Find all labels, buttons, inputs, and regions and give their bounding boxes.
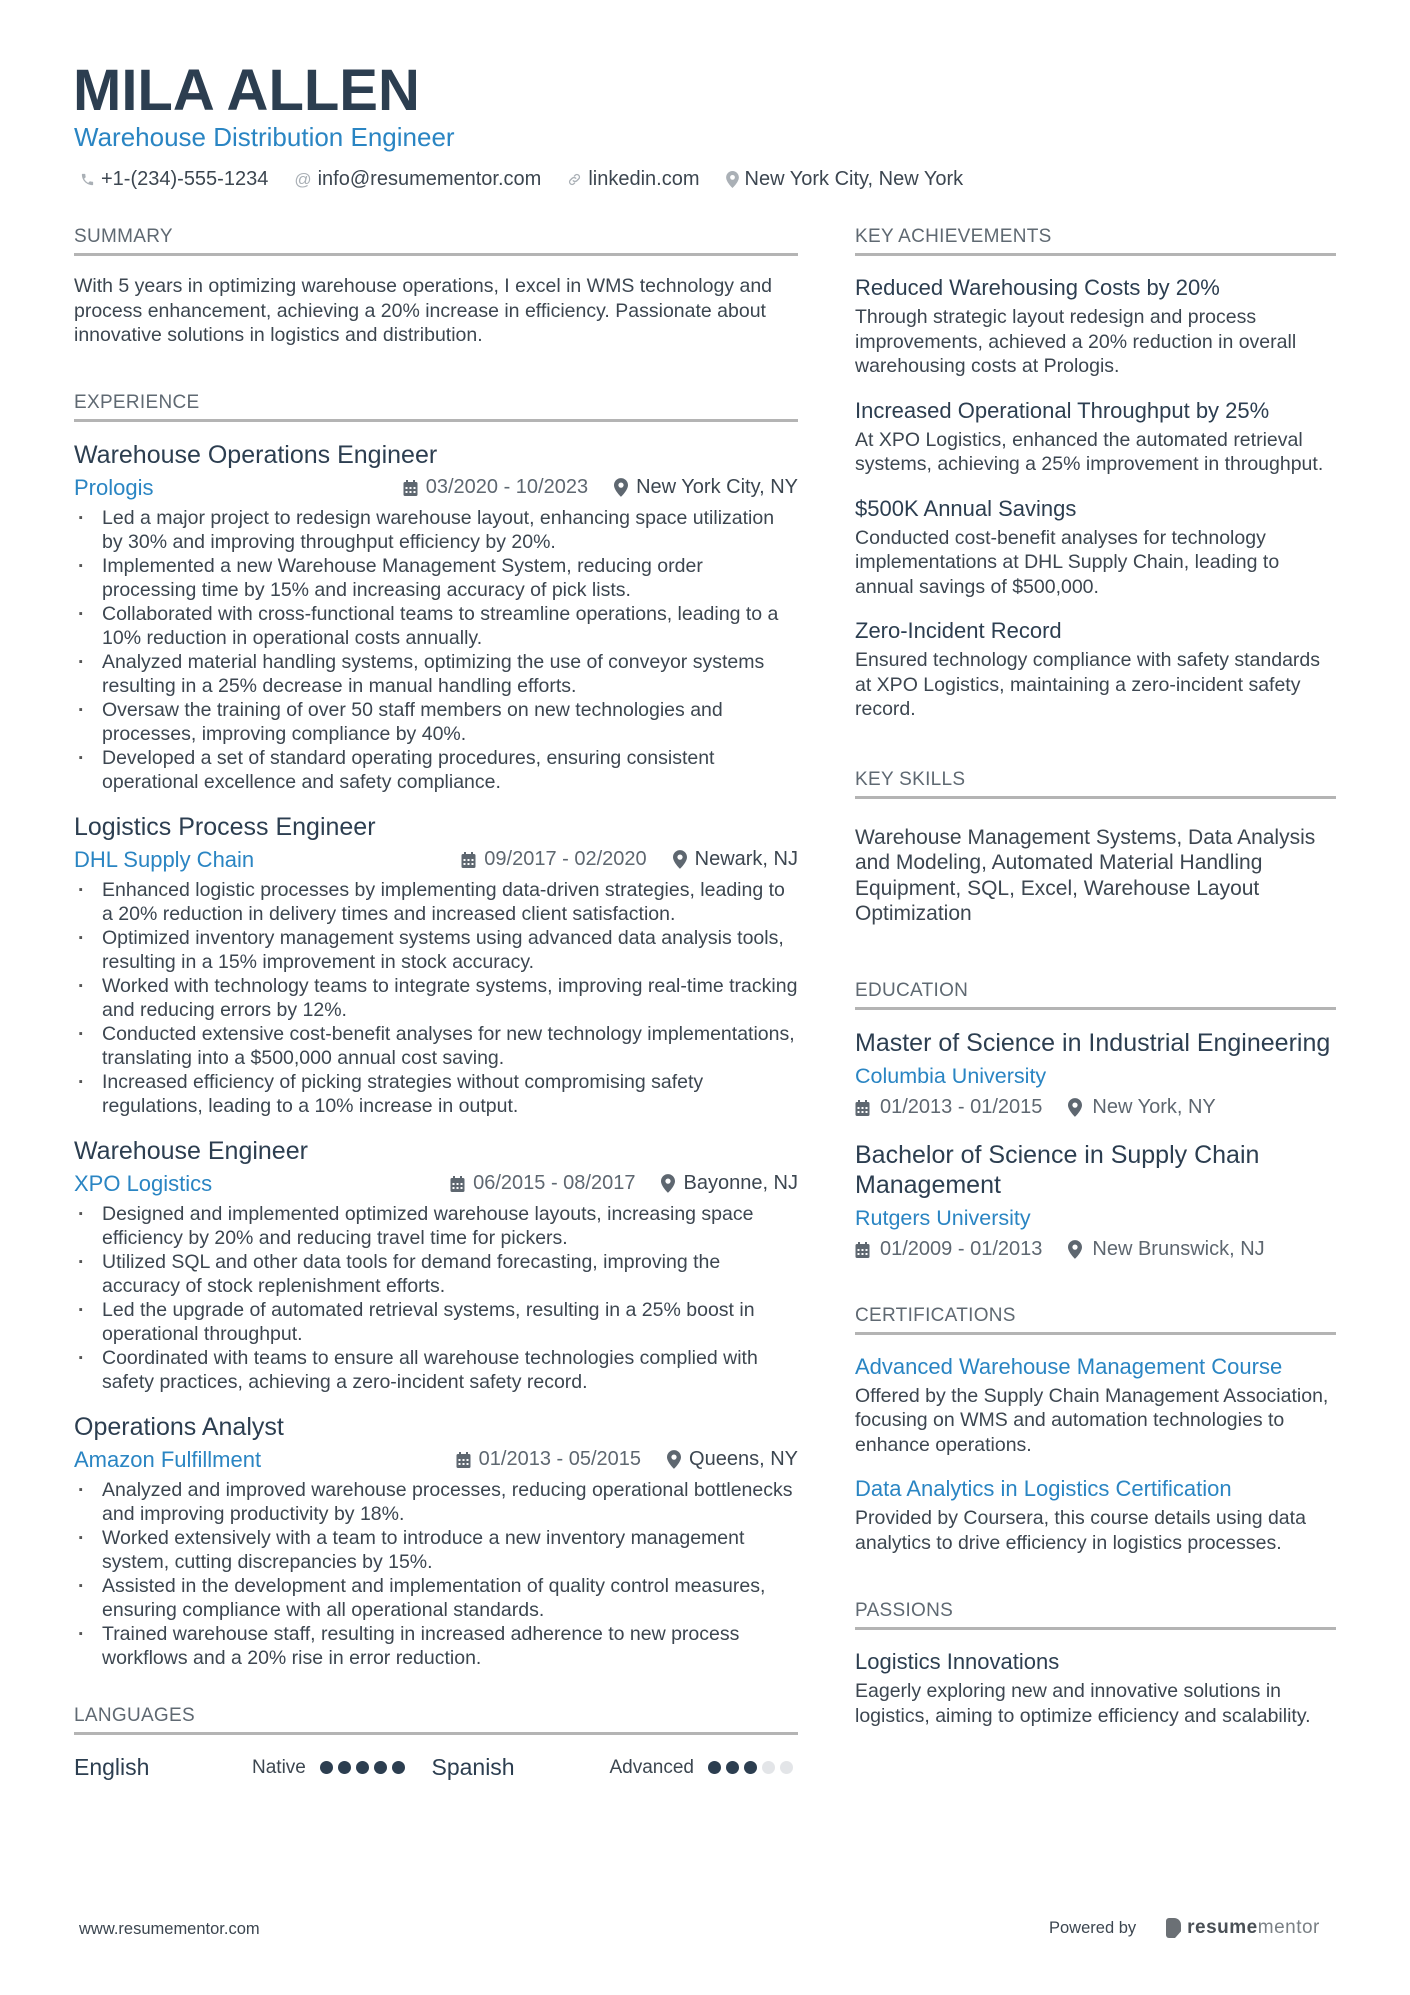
contact-location-text: New York City, New York bbox=[744, 168, 964, 190]
education-dates-text: 01/2009 - 01/2013 bbox=[880, 1238, 1043, 1260]
bullet-item: · Coordinated with teams to ensure all warehouse technologies complied with safety practices, achieving a zero-incident safety record. bbox=[74, 1346, 798, 1394]
calendar-icon bbox=[855, 1242, 870, 1258]
at-icon: @ bbox=[294, 169, 312, 189]
resumementor-logo-icon bbox=[1166, 1918, 1181, 1938]
skills-text: Warehouse Management Systems, Data Analysis and Modeling, Automated Material Handling Equipment, SQL, Excel, Warehouse Layout Optimization bbox=[855, 825, 1316, 925]
contact-phone-text: +1-(234)-555-1234 bbox=[101, 168, 269, 190]
language-name: Spanish bbox=[431, 1754, 515, 1780]
candidate-title: Warehouse Distribution Engineer bbox=[74, 122, 455, 152]
bullet-item: · Analyzed material handling systems, optimizing the use of conveyor systems resulting in a 25% decrease in manual handling efforts. bbox=[74, 650, 798, 698]
achievement-title: Increased Operational Throughput by 25% bbox=[855, 397, 1270, 423]
education-location bbox=[1068, 1238, 1264, 1261]
school-name: Rutgers University bbox=[855, 1205, 1031, 1230]
contact-linkedin[interactable] bbox=[567, 168, 699, 191]
job-bullets bbox=[74, 506, 798, 794]
contact-email[interactable] bbox=[294, 168, 541, 191]
job-title: Warehouse Engineer bbox=[74, 1136, 308, 1165]
job-bullets bbox=[74, 878, 798, 1118]
job-dates bbox=[461, 848, 646, 871]
left-column bbox=[74, 225, 798, 1783]
section-heading: EXPERIENCE bbox=[74, 391, 798, 422]
certification-item bbox=[855, 1353, 1336, 1458]
rating-dot-filled bbox=[338, 1761, 351, 1774]
passion-title: Logistics Innovations bbox=[855, 1649, 1060, 1674]
achievement-title: Reduced Warehousing Costs by 20% bbox=[855, 275, 1220, 300]
rating-dot-filled bbox=[392, 1761, 405, 1774]
achievement-item bbox=[855, 617, 1336, 722]
job-meta bbox=[74, 846, 798, 874]
job-meta-right bbox=[461, 848, 798, 871]
location-pin-icon bbox=[614, 478, 628, 497]
education-item bbox=[855, 1028, 1336, 1122]
job-bullets bbox=[74, 1478, 798, 1670]
job-location bbox=[673, 848, 798, 871]
education-dates bbox=[855, 1238, 1042, 1261]
contact-bar bbox=[80, 168, 989, 191]
achievement-item bbox=[855, 274, 1336, 379]
rating-dot-filled bbox=[356, 1761, 369, 1774]
rating-dot-filled bbox=[708, 1761, 721, 1774]
education-list bbox=[855, 1028, 1336, 1264]
job-entry bbox=[74, 440, 798, 794]
job-dates bbox=[403, 476, 588, 499]
languages-section bbox=[74, 1704, 798, 1783]
job-dates-text: 01/2013 - 05/2015 bbox=[478, 1448, 642, 1470]
language-item bbox=[74, 1754, 431, 1781]
calendar-icon bbox=[855, 1100, 870, 1116]
bullet-item: · Collaborated with cross-functional teams to streamline operations, leading to a 10% reduction in operational costs annually. bbox=[74, 602, 798, 650]
logo-text-light: mentor bbox=[1257, 1917, 1320, 1938]
calendar-icon bbox=[461, 852, 476, 868]
job-meta-right bbox=[450, 1172, 798, 1195]
job-meta bbox=[74, 474, 798, 502]
job-title: Logistics Process Engineer bbox=[74, 812, 376, 841]
job-entry bbox=[74, 812, 798, 1118]
language-rating bbox=[320, 1761, 410, 1774]
section-heading: KEY SKILLS bbox=[855, 768, 1336, 799]
job-entry bbox=[74, 1412, 798, 1670]
bullet-item: · Utilized SQL and other data tools for demand forecasting, improving the accuracy of stock replenishment efforts. bbox=[74, 1250, 798, 1298]
candidate-name: MILA ALLEN bbox=[73, 58, 420, 123]
job-meta-right bbox=[456, 1448, 798, 1471]
calendar-icon bbox=[456, 1452, 471, 1468]
resumementor-logo[interactable] bbox=[1166, 1917, 1320, 1939]
passion-description: Eagerly exploring new and innovative solutions in logistics, aiming to optimize efficiency and scalability. bbox=[855, 1680, 1311, 1727]
job-meta-right bbox=[403, 476, 798, 499]
job-meta bbox=[74, 1446, 798, 1474]
contact-phone[interactable] bbox=[80, 168, 268, 191]
job-title: Warehouse Operations Engineer bbox=[74, 440, 438, 469]
location-pin-icon bbox=[1068, 1240, 1082, 1259]
school-name: Columbia University bbox=[855, 1063, 1047, 1088]
job-dates bbox=[450, 1172, 635, 1195]
skills-section bbox=[855, 768, 1336, 927]
location-pin-icon bbox=[661, 1174, 675, 1193]
certification-list bbox=[855, 1353, 1336, 1556]
certification-description: Provided by Coursera, this course details using data analytics to drive efficiency in logistics processes. bbox=[855, 1507, 1306, 1554]
contact-email-text: info@resumementor.com bbox=[317, 168, 542, 190]
passion-item bbox=[855, 1648, 1336, 1728]
location-pin-icon bbox=[667, 1450, 681, 1469]
job-bullets bbox=[74, 1202, 798, 1394]
rating-dot-filled bbox=[320, 1761, 333, 1774]
rating-dot-filled bbox=[374, 1761, 387, 1774]
company-name: DHL Supply Chain bbox=[74, 846, 255, 872]
achievement-description: At XPO Logistics, enhanced the automated retrieval systems, achieving a 25% improvement in throughput. bbox=[855, 428, 1324, 475]
link-icon bbox=[567, 172, 582, 187]
certification-description: Offered by the Supply Chain Management Association, focusing on WMS and automation technologies to enhance operations. bbox=[855, 1384, 1329, 1456]
job-dates-text: 06/2015 - 08/2017 bbox=[473, 1172, 636, 1194]
bullet-item: · Analyzed and improved warehouse processes, reducing operational bottlenecks and improving productivity by 18%. bbox=[74, 1478, 798, 1526]
bullet-item: · Optimized inventory management systems using advanced data analysis tools, resulting in a 15% improvement in stock accuracy. bbox=[74, 926, 798, 974]
footer-website-link[interactable]: www.resumementor.com bbox=[79, 1920, 260, 1938]
bullet-item: · Oversaw the training of over 50 staff members on new technologies and processes, improving compliance by 40%. bbox=[74, 698, 798, 746]
job-entry bbox=[74, 1136, 798, 1394]
logo-text-bold: resume bbox=[1187, 1917, 1258, 1938]
bullet-item: · Designed and implemented optimized warehouse layouts, increasing space efficiency by 20% and reducing travel time for pickers. bbox=[74, 1202, 798, 1250]
bullet-item: · Increased efficiency of picking strategies without compromising safety regulations, leading to a 10% increase in output. bbox=[74, 1070, 798, 1118]
degree-title: Bachelor of Science in Supply Chain Management bbox=[855, 1140, 1260, 1199]
footer-branding bbox=[1049, 1917, 1320, 1939]
achievement-item bbox=[855, 397, 1336, 477]
bullet-item: · Led the upgrade of automated retrieval systems, resulting in a 25% boost in operational throughput. bbox=[74, 1298, 798, 1346]
section-heading: LANGUAGES bbox=[74, 1704, 798, 1735]
education-meta bbox=[855, 1094, 1336, 1122]
education-dates-text: 01/2013 - 01/2015 bbox=[880, 1096, 1043, 1118]
bullet-item: · Assisted in the development and implementation of quality control measures, ensuring compliance with all operational standards. bbox=[74, 1574, 798, 1622]
bullet-item: · Conducted extensive cost-benefit analyses for new technology implementations, translating into a $500,000 annual cost saving. bbox=[74, 1022, 798, 1070]
section-heading: SUMMARY bbox=[74, 225, 798, 256]
phone-icon bbox=[80, 172, 95, 187]
rating-dot-empty bbox=[780, 1761, 793, 1774]
job-dates-text: 09/2017 - 02/2020 bbox=[484, 848, 647, 870]
job-title: Operations Analyst bbox=[74, 1412, 284, 1441]
calendar-icon bbox=[403, 480, 418, 496]
certification-title: Advanced Warehouse Management Course bbox=[855, 1353, 1283, 1379]
job-location bbox=[614, 476, 798, 499]
achievements-section bbox=[855, 225, 1336, 722]
bullet-item: · Enhanced logistic processes by implementing data-driven strategies, leading to a 20% reduction in delivery times and increased client satisfaction. bbox=[74, 878, 798, 926]
certification-item bbox=[855, 1475, 1336, 1555]
education-location-text: New York, NY bbox=[1092, 1096, 1216, 1118]
job-meta bbox=[74, 1170, 798, 1198]
section-heading: CERTIFICATIONS bbox=[855, 1304, 1336, 1335]
job-location-text: Queens, NY bbox=[689, 1448, 798, 1470]
passions-section bbox=[855, 1599, 1336, 1728]
bullet-item: · Trained warehouse staff, resulting in increased adherence to new process workflows and a 20% rise in error reduction. bbox=[74, 1622, 798, 1670]
bullet-item: · Developed a set of standard operating procedures, ensuring consistent operational excellence and safety compliance. bbox=[74, 746, 798, 794]
experience-section bbox=[74, 391, 798, 1670]
certifications-section bbox=[855, 1304, 1336, 1556]
right-column bbox=[855, 225, 1336, 1728]
language-level: Advanced bbox=[609, 1756, 694, 1778]
contact-location bbox=[726, 168, 964, 191]
achievement-title: $500K Annual Savings bbox=[855, 495, 1077, 521]
education-location bbox=[1068, 1096, 1215, 1119]
achievement-item bbox=[855, 495, 1336, 600]
job-dates bbox=[456, 1448, 641, 1471]
education-location-text: New Brunswick, NJ bbox=[1092, 1238, 1265, 1260]
job-dates-text: 03/2020 - 10/2023 bbox=[425, 476, 589, 498]
job-location-text: Newark, NJ bbox=[694, 848, 798, 870]
calendar-icon bbox=[450, 1176, 465, 1192]
location-pin-icon bbox=[1068, 1098, 1082, 1117]
achievement-description: Ensured technology compliance with safety standards at XPO Logistics, maintaining a zero-incident safety record. bbox=[855, 649, 1321, 720]
achievement-list bbox=[855, 274, 1336, 722]
job-location-text: New York City, NY bbox=[636, 476, 798, 498]
job-list bbox=[74, 440, 798, 1670]
bullet-item: · Worked with technology teams to integrate systems, improving real-time tracking and reducing errors by 12%. bbox=[74, 974, 798, 1022]
language-level: Native bbox=[252, 1756, 306, 1778]
education-section bbox=[855, 979, 1336, 1264]
rating-dot-filled bbox=[744, 1761, 757, 1774]
location-pin-icon bbox=[673, 850, 687, 869]
education-meta bbox=[855, 1236, 1336, 1264]
passion-list bbox=[855, 1648, 1336, 1728]
section-heading: PASSIONS bbox=[855, 1599, 1336, 1630]
language-rating bbox=[708, 1761, 798, 1774]
rating-dot-empty bbox=[762, 1761, 775, 1774]
certification-title: Data Analytics in Logistics Certification bbox=[855, 1476, 1232, 1501]
company-name: Amazon Fulfillment bbox=[74, 1446, 262, 1472]
language-list bbox=[74, 1753, 798, 1783]
education-item bbox=[855, 1140, 1336, 1264]
job-location bbox=[661, 1172, 798, 1195]
achievement-description: Through strategic layout redesign and process improvements, achieved a 20% reduction in overall warehousing costs at Prologis. bbox=[855, 306, 1297, 377]
achievement-title: Zero-Incident Record bbox=[855, 618, 1062, 643]
section-heading: KEY ACHIEVEMENTS bbox=[855, 225, 1336, 256]
bullet-item: · Worked extensively with a team to introduce a new inventory management system, cutting discrepancies by 15%. bbox=[74, 1526, 798, 1574]
powered-by-label: Powered by bbox=[1049, 1918, 1137, 1937]
language-item bbox=[431, 1754, 798, 1781]
rating-dot-filled bbox=[726, 1761, 739, 1774]
degree-title: Master of Science in Industrial Engineering bbox=[855, 1028, 1331, 1057]
summary-text: With 5 years in optimizing warehouse operations, I excel in WMS technology and process enhancement, achieving a 20% increase in efficiency. Passionate about innovative solutions in logistics and distribution. bbox=[74, 275, 773, 346]
location-pin-icon bbox=[726, 171, 739, 188]
education-dates bbox=[855, 1096, 1042, 1119]
bullet-item: · Led a major project to redesign warehouse layout, enhancing space utilization by 30% and improving throughput efficiency by 20%. bbox=[74, 506, 798, 554]
job-location bbox=[667, 1448, 798, 1471]
section-heading: EDUCATION bbox=[855, 979, 1336, 1010]
achievement-description: Conducted cost-benefit analyses for technology implementations at DHL Supply Chain, leading to annual savings of $500,000. bbox=[855, 526, 1280, 598]
company-name: XPO Logistics bbox=[74, 1170, 213, 1196]
company-name: Prologis bbox=[74, 474, 154, 500]
contact-linkedin-text: linkedin.com bbox=[588, 168, 700, 190]
bullet-item: · Implemented a new Warehouse Management System, reducing order processing time by 15% and increasing accuracy of pick lists. bbox=[74, 554, 798, 602]
language-name: English bbox=[74, 1754, 150, 1780]
job-location-text: Bayonne, NJ bbox=[683, 1172, 798, 1194]
summary-section bbox=[74, 225, 798, 348]
